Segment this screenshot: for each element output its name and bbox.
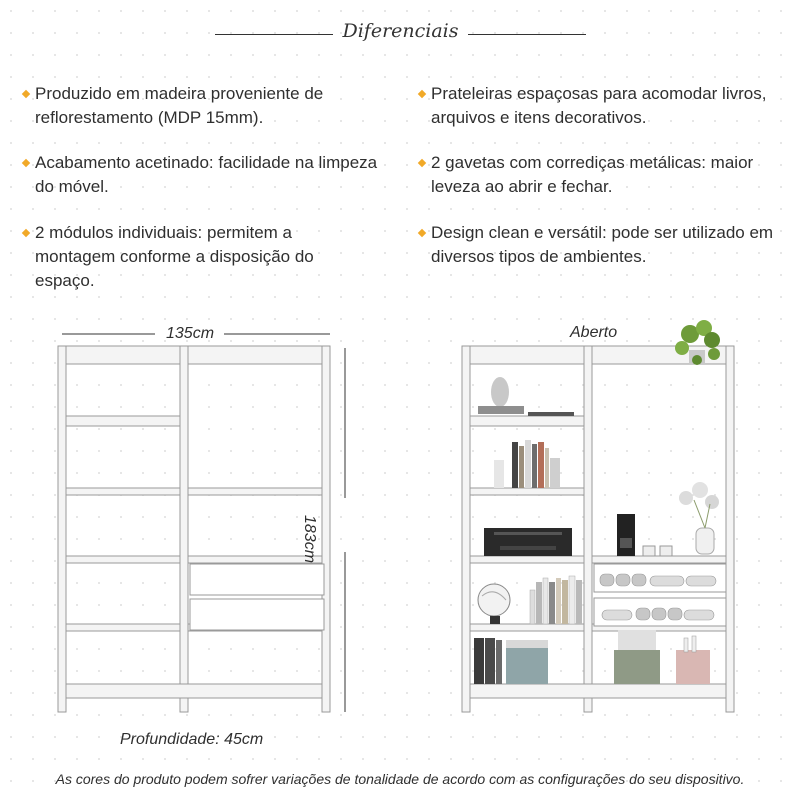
diamond-bullet-icon xyxy=(22,229,30,237)
shelf xyxy=(66,416,180,426)
side-panel xyxy=(58,346,66,712)
binders-icon xyxy=(474,638,502,684)
closed-bookcase xyxy=(58,346,330,712)
top-panel xyxy=(58,346,330,364)
feature-text: Prateleiras espaçosas para acomodar livros, arquivos e itens decorativos. xyxy=(431,84,767,127)
side-panel xyxy=(322,346,330,712)
diamond-bullet-icon xyxy=(22,90,30,98)
shelf xyxy=(592,556,726,563)
feature-item xyxy=(35,221,365,293)
drawer xyxy=(190,564,324,595)
feature-item xyxy=(431,151,781,199)
feature-text: Acabamento acetinado: facilidade na limpeza do móvel. xyxy=(35,153,378,196)
header-rule-right xyxy=(468,34,586,35)
globe-icon xyxy=(478,584,510,624)
shelf xyxy=(188,488,322,495)
shelf xyxy=(470,556,584,563)
books-icon xyxy=(494,440,560,488)
shelf xyxy=(66,488,180,495)
diamond-bullet-icon xyxy=(418,229,426,237)
feature-text: Produzido em madeira proveniente de reflorestamento (MDP 15mm). xyxy=(35,84,324,127)
feature-item xyxy=(431,221,781,269)
feature-text: 2 gavetas com corrediças metálicas: maior leveza ao abrir e fechar. xyxy=(431,153,754,196)
width-label: 135cm xyxy=(166,325,215,342)
diamond-bullet-icon xyxy=(418,159,426,167)
header-rule-left xyxy=(215,34,333,35)
side-panel xyxy=(726,346,734,712)
bottom-panel xyxy=(66,684,322,698)
towels-icon xyxy=(600,574,716,620)
feature-text: 2 módulos individuais: permitem a montagem conforme a disposição do espaço. xyxy=(35,223,314,290)
depth-label: Profundidade: 45cm xyxy=(120,731,264,748)
product-diagram xyxy=(0,320,800,760)
flower-vase-icon xyxy=(679,482,719,554)
shelf xyxy=(470,624,584,631)
books-icon xyxy=(530,576,582,624)
center-divider xyxy=(584,346,592,712)
feature-item xyxy=(35,151,385,199)
feature-item xyxy=(35,82,385,130)
shelf xyxy=(66,556,180,563)
section-header xyxy=(0,20,800,50)
diamond-bullet-icon xyxy=(418,90,426,98)
diamond-bullet-icon xyxy=(22,159,30,167)
coffee-machine-icon xyxy=(617,514,672,556)
center-divider xyxy=(180,346,188,712)
bottom-panel xyxy=(470,684,726,698)
printer-icon xyxy=(484,528,572,556)
open-view-label: Aberto xyxy=(570,324,618,341)
shelf xyxy=(66,624,180,631)
feature-item xyxy=(431,82,781,130)
feature-text: Design clean e versátil: pode ser utilizado em diversos tipos de ambientes. xyxy=(431,223,774,266)
shelf xyxy=(470,488,584,495)
vase-icon xyxy=(478,377,574,416)
height-label: 183cm xyxy=(301,515,318,564)
drawer xyxy=(190,599,324,630)
shelf xyxy=(470,416,584,426)
side-panel xyxy=(462,346,470,712)
section-title: Diferenciais xyxy=(342,20,459,42)
storage-box-icon xyxy=(506,630,710,684)
diagram-svg xyxy=(0,320,800,760)
footer-disclaimer: As cores do produto podem sofrer variações de tonalidade de acordo com as configurações do seu dispositivo. xyxy=(55,771,745,787)
